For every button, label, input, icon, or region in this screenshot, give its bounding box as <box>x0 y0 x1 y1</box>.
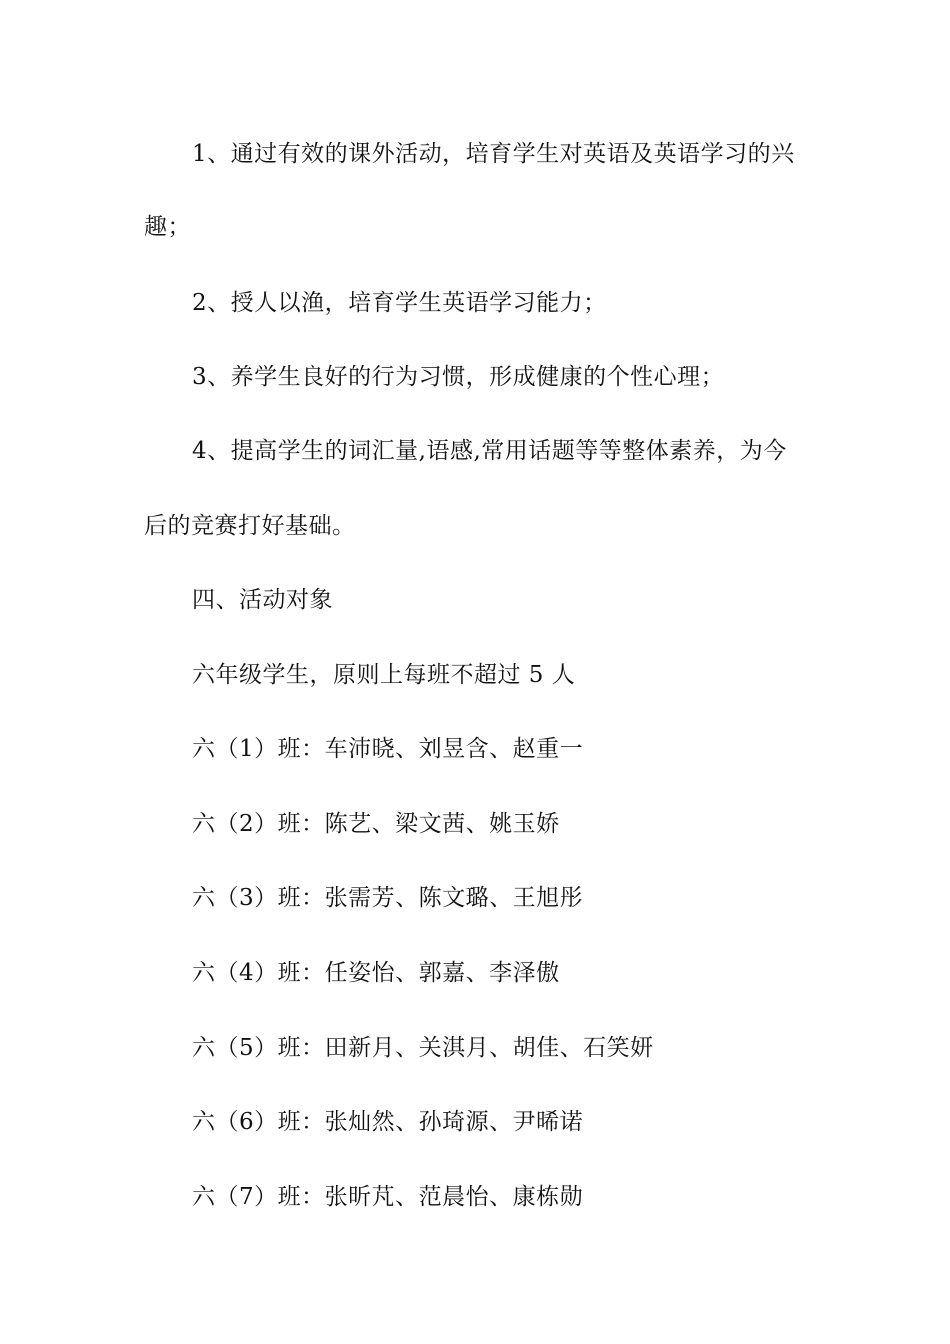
class-4-list: 六（4）班：任姿怡、郭嘉、李泽傲 <box>192 960 560 986</box>
class-2-list: 六（2）班：陈艺、梁文茜、姚玉娇 <box>192 811 560 837</box>
class-6-list: 六（6）班：张灿然、孙琦源、尹晞诺 <box>192 1109 584 1135</box>
goal-1-line-2: 趣； <box>144 214 191 240</box>
class-5-list: 六（5）班：田新月、关淇月、胡佳、石笑妍 <box>192 1035 654 1061</box>
participants-intro: 六年级学生，原则上每班不超过 5 人 <box>192 662 576 688</box>
goal-4-line-2: 后的竞赛打好基础。 <box>144 513 356 539</box>
class-7-list: 六（7）班：张昕芃、范晨怡、康栋勋 <box>192 1184 584 1210</box>
class-1-list: 六（1）班：车沛晓、刘昱含、赵重一 <box>192 736 584 762</box>
section-heading: 四、活动对象 <box>192 587 333 613</box>
goal-2: 2、授人以渔，培育学生英语学习能力； <box>192 290 607 316</box>
goal-1-line-1: 1、通过有效的课外活动，培育学生对英语及英语学习的兴 <box>192 141 795 167</box>
goal-3: 3、养学生良好的行为习惯，形成健康的个性心理； <box>192 364 725 390</box>
goal-4-line-1: 4、提高学生的词汇量,语感,常用话题等等整体素养，为今 <box>192 438 787 464</box>
class-3-list: 六（3）班：张需芳、陈文璐、王旭彤 <box>192 885 584 911</box>
